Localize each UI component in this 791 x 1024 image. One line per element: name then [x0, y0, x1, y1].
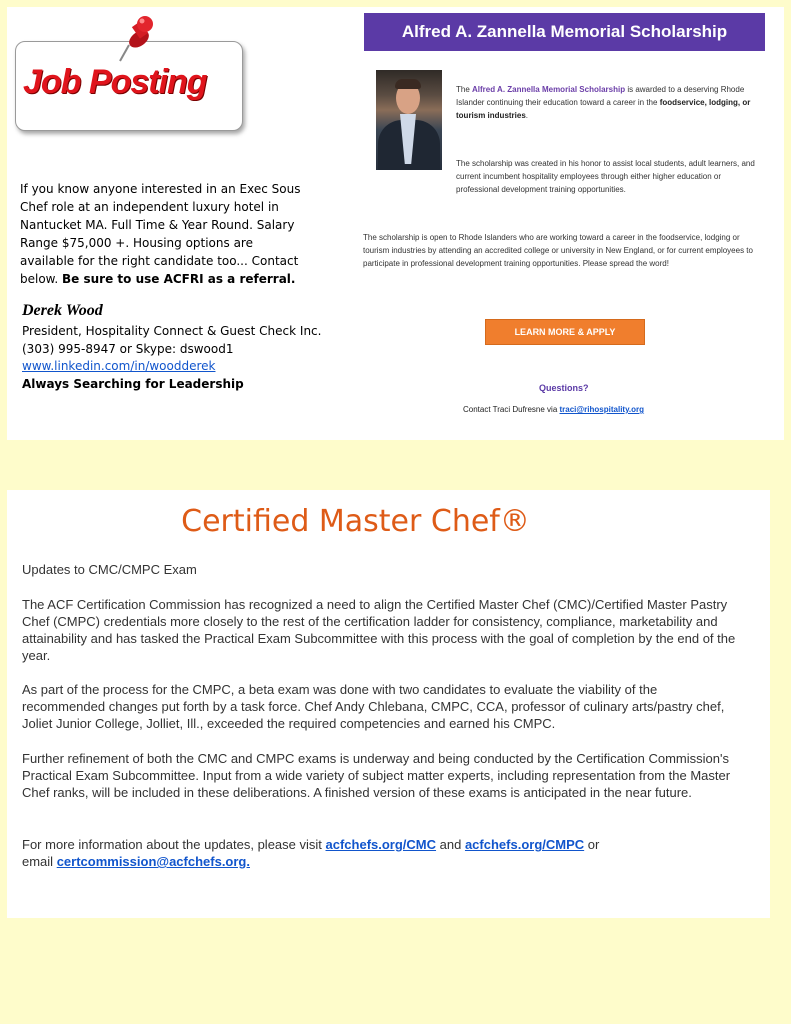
- job-posting-text: If you know anyone interested in an Exec Sous Chef role at an independent luxury hotel in Nantucket MA. Full Time & Year Round. Salary Range $75,000 +. Housing options are available for the right candidate too... Contact below.: [20, 182, 301, 286]
- scholarship-contact: [463, 405, 644, 414]
- cmc-title: Certified Master Chef®: [181, 504, 530, 539]
- scholarship-industries: foodservice, lodging, or tourism industries: [456, 98, 751, 120]
- scholarship-paragraph-3: The scholarship is open to Rhode Islanders who are working toward a career in the foodservice, lodging or tourism industries by attending an accredited college or university in New England, or for current employees to participate in professional development training opportunities. Please spread the word!: [363, 233, 753, 268]
- cmc-link[interactable]: acfchefs.org/CMC: [325, 837, 437, 852]
- certcommission-email-link[interactable]: certcommission@acfchefs.org.: [56, 854, 250, 869]
- top-panel: [7, 7, 784, 440]
- pushpin-icon: [115, 15, 157, 65]
- contact-prefix: Contact Traci Dufresne via: [463, 405, 560, 414]
- scholarship-paragraph-1: [456, 83, 761, 122]
- cmc-p4-or: or: [584, 837, 600, 852]
- cmc-paragraph-2: As part of the process for the CMPC, a beta exam was done with two candidates to evaluate the viability of the recommended changes put forth by a task force. Chef Andy Chlebana, CMPC, CCA, professor of culinary arts/pastry chef, Joliet Junior College, Jolliet, Ill., exceeded the required competencies and earned his CMPC.: [22, 682, 725, 731]
- scholarship-p1-mid: is awarded to a deserving Rhode Islander continuing their education toward a career in the: [456, 85, 745, 107]
- job-posting-title: Job Posting: [23, 63, 207, 101]
- referral-text: Be sure to use ACFRI as a referral.: [62, 272, 296, 286]
- cmc-paragraph-1: The ACF Certification Commission has recognized a need to align the Certified Master Chef (CMC)/Certified Master Pastry Chef (CMPC) credentials more closely to the rest of the certification ladder for consistency, compliance, marketability and attainability and has tasked the Practical Exam Subcommittee with this process with the goal of completion by the end of the year.: [22, 597, 736, 663]
- contact-name: Derek Wood: [22, 302, 103, 319]
- cmc-paragraph-3: Further refinement of both the CMC and CMPC exams is underway and being conducted by the Certification Commission's Practical Exam Subcommittee. Input from a wide variety of subject matter experts, including representation from the Master Chef ranks, will be included in these deliberations. A finished version of these exams is anticipated in the near future.: [22, 751, 731, 800]
- job-posting-body: [20, 180, 310, 288]
- cmc-p4-and: and: [436, 837, 465, 852]
- traci-email-link[interactable]: traci@rihospitality.org: [559, 405, 645, 414]
- questions-heading: Questions?: [539, 383, 589, 393]
- portrait-photo: [376, 70, 442, 170]
- scholarship-p1-pre: The: [456, 85, 473, 94]
- scholarship-paragraph-2: The scholarship was created in his honor to assist local students, adult learners, and current incumbent hospitality employees through either higher education or professional development training opportunities.: [456, 159, 755, 194]
- linkedin-link[interactable]: www.linkedin.com/in/woodderek: [22, 359, 216, 373]
- cmc-subtitle: Updates to CMC/CMPC Exam: [22, 562, 197, 577]
- bottom-panel: [7, 490, 770, 918]
- scholarship-banner: Alfred A. Zannella Memorial Scholarship: [364, 13, 765, 51]
- portrait-hair: [395, 79, 421, 89]
- cmpc-link[interactable]: acfchefs.org/CMPC: [464, 837, 585, 852]
- contact-tagline: Always Searching for Leadership: [22, 377, 244, 391]
- learn-more-apply-button[interactable]: LEARN MORE & APPLY: [485, 319, 645, 345]
- scholarship-p1-end: .: [525, 111, 529, 120]
- contact-phone: (303) 995-8947 or Skype: dswood1: [22, 342, 234, 356]
- cmc-paragraph-4: [22, 836, 742, 870]
- cmc-p4-email-pre: email: [22, 854, 57, 869]
- cmc-p4-pre: For more information about the updates, please visit: [22, 837, 326, 852]
- contact-title: President, Hospitality Connect & Guest Check Inc.: [22, 324, 322, 338]
- scholarship-name-highlight: Alfred A. Zannella Memorial Scholarship: [472, 85, 626, 94]
